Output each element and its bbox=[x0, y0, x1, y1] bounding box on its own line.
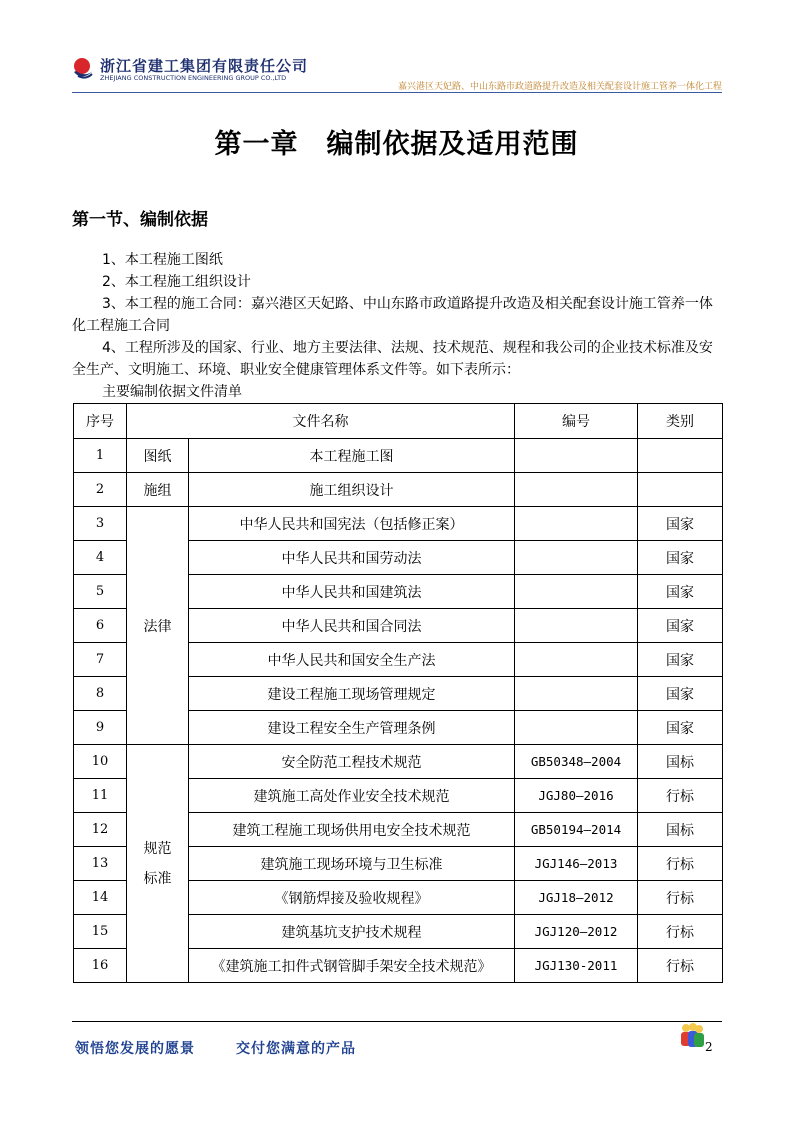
row-type: 国家 bbox=[638, 677, 723, 711]
row-name: 中华人民共和国劳动法 bbox=[189, 541, 515, 575]
row-code bbox=[515, 643, 638, 677]
row-code: JGJ130-2011 bbox=[515, 949, 638, 983]
row-no: 2 bbox=[74, 473, 127, 507]
row-type: 国家 bbox=[638, 643, 723, 677]
company-logo-icon bbox=[72, 56, 96, 82]
row-no: 6 bbox=[74, 609, 127, 643]
row-type bbox=[638, 473, 723, 507]
row-name: 建设工程安全生产管理条例 bbox=[189, 711, 515, 745]
row-group-spec bbox=[127, 745, 189, 983]
row-no: 5 bbox=[74, 575, 127, 609]
page-header bbox=[72, 52, 722, 92]
table-row bbox=[74, 439, 723, 473]
row-name: 中华人民共和国合同法 bbox=[189, 609, 515, 643]
row-group: 图纸 bbox=[127, 439, 189, 473]
row-code bbox=[515, 575, 638, 609]
row-code: GB50348—2004 bbox=[515, 745, 638, 779]
row-code: JGJ80—2016 bbox=[515, 779, 638, 813]
row-name: 中华人民共和国宪法（包括修正案） bbox=[189, 507, 515, 541]
table-header-row bbox=[74, 404, 723, 439]
header-name: 文件名称 bbox=[127, 404, 515, 439]
row-name: 中华人民共和国建筑法 bbox=[189, 575, 515, 609]
row-type: 行标 bbox=[638, 881, 723, 915]
row-type: 国家 bbox=[638, 711, 723, 745]
row-name: 中华人民共和国安全生产法 bbox=[189, 643, 515, 677]
row-name: 建筑基坑支护技术规程 bbox=[189, 915, 515, 949]
row-no: 7 bbox=[74, 643, 127, 677]
row-no: 4 bbox=[74, 541, 127, 575]
paragraph-2: 2、本工程施工组织设计 bbox=[102, 274, 251, 290]
row-no: 1 bbox=[74, 439, 127, 473]
row-name: 《建筑施工扣件式钢管脚手架安全技术规范》 bbox=[189, 949, 515, 983]
row-no: 12 bbox=[74, 813, 127, 847]
row-no: 15 bbox=[74, 915, 127, 949]
row-code bbox=[515, 439, 638, 473]
group-spec-line2: 标准 bbox=[143, 870, 172, 887]
row-no: 13 bbox=[74, 847, 127, 881]
row-name: 《钢筋焊接及验收规程》 bbox=[189, 881, 515, 915]
row-no: 3 bbox=[74, 507, 127, 541]
row-name: 安全防范工程技术规范 bbox=[189, 745, 515, 779]
row-code bbox=[515, 507, 638, 541]
paragraph-3: 3、本工程的施工合同：嘉兴港区天妃路、中山东路市政道路提升改造及相关配套设计施工管养一体化工程施工合同 bbox=[72, 296, 713, 334]
people-group-icon bbox=[678, 1022, 706, 1050]
table-caption: 主要编制依据文件清单 bbox=[102, 384, 242, 400]
paragraph-1: 1、本工程施工图纸 bbox=[102, 252, 223, 268]
row-name: 建筑工程施工现场供用电安全技术规范 bbox=[189, 813, 515, 847]
row-type: 国家 bbox=[638, 575, 723, 609]
row-type: 国标 bbox=[638, 813, 723, 847]
row-name: 建筑施工高处作业安全技术规范 bbox=[189, 779, 515, 813]
row-code bbox=[515, 711, 638, 745]
section-title: 第一节、编制依据 bbox=[72, 210, 208, 230]
project-name: 嘉兴港区天妃路、中山东路市政道路提升改造及相关配套设计施工管养一体化工程 bbox=[397, 82, 722, 92]
row-code: JGJ18—2012 bbox=[515, 881, 638, 915]
row-no: 10 bbox=[74, 745, 127, 779]
footer-slogan-1: 领悟您发展的愿景 bbox=[75, 1041, 195, 1057]
row-type: 行标 bbox=[638, 915, 723, 949]
row-name: 施工组织设计 bbox=[189, 473, 515, 507]
page-number: 2 bbox=[705, 1040, 713, 1054]
row-group: 施组 bbox=[127, 473, 189, 507]
row-name: 本工程施工图 bbox=[189, 439, 515, 473]
header-code: 编号 bbox=[515, 404, 638, 439]
row-name: 建设工程施工现场管理规定 bbox=[189, 677, 515, 711]
table-row bbox=[74, 745, 723, 779]
basis-documents-table bbox=[73, 403, 723, 983]
row-type: 国家 bbox=[638, 609, 723, 643]
table-row bbox=[74, 507, 723, 541]
header-divider bbox=[72, 92, 722, 93]
row-type: 国家 bbox=[638, 541, 723, 575]
row-code bbox=[515, 609, 638, 643]
row-code: GB50194—2014 bbox=[515, 813, 638, 847]
row-no: 8 bbox=[74, 677, 127, 711]
paragraph-4: 4、工程所涉及的国家、行业、地方主要法律、法规、技术规范、规程和我公司的企业技术标准及安全生产、文明施工、环境、职业安全健康管理体系文件等。如下表所示： bbox=[72, 340, 713, 378]
row-no: 14 bbox=[74, 881, 127, 915]
header-type: 类别 bbox=[638, 404, 723, 439]
footer-divider bbox=[72, 1021, 722, 1022]
row-type: 行标 bbox=[638, 949, 723, 983]
row-type bbox=[638, 439, 723, 473]
row-code bbox=[515, 473, 638, 507]
footer-slogan-2: 交付您满意的产品 bbox=[236, 1041, 356, 1057]
row-type: 行标 bbox=[638, 847, 723, 881]
row-group-law: 法律 bbox=[127, 507, 189, 745]
row-code bbox=[515, 541, 638, 575]
row-code: JGJ120—2012 bbox=[515, 915, 638, 949]
company-name-en: ZHEJIANG CONSTRUCTION ENGINEERING GROUP CO.,LTD bbox=[100, 74, 287, 82]
row-type: 国标 bbox=[638, 745, 723, 779]
row-no: 11 bbox=[74, 779, 127, 813]
group-spec-line1: 规范 bbox=[143, 840, 172, 857]
row-name: 建筑施工现场环境与卫生标准 bbox=[189, 847, 515, 881]
row-no: 16 bbox=[74, 949, 127, 983]
row-type: 行标 bbox=[638, 779, 723, 813]
header-seq: 序号 bbox=[74, 404, 127, 439]
row-code bbox=[515, 677, 638, 711]
company-name-cn: 浙江省建工集团有限责任公司 bbox=[100, 57, 309, 75]
table-row bbox=[74, 473, 723, 507]
row-code: JGJ146—2013 bbox=[515, 847, 638, 881]
chapter-title: 第一章 编制依据及适用范围 bbox=[214, 129, 579, 160]
row-no: 9 bbox=[74, 711, 127, 745]
row-type: 国家 bbox=[638, 507, 723, 541]
